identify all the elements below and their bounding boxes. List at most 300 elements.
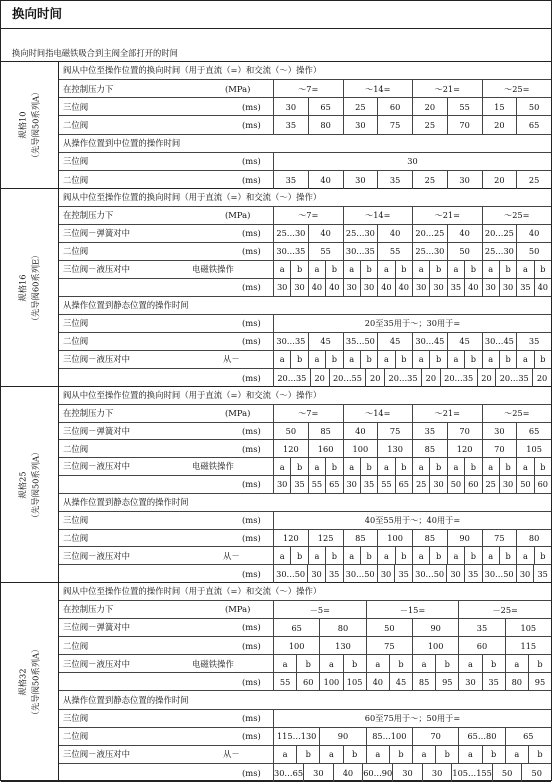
value-cell: 130: [319, 637, 365, 654]
table-row: [59, 171, 551, 189]
section-label-text: [17, 645, 43, 720]
value-cell: 40: [377, 225, 412, 242]
value-cell: 25: [516, 171, 551, 189]
value-cell: a: [482, 261, 499, 278]
row-values: [273, 261, 551, 278]
row-name: 三位阀－液压对中: [63, 354, 130, 365]
value-cell: 20: [412, 98, 447, 115]
value-cell: 80: [308, 116, 343, 133]
table-row: [59, 619, 551, 637]
row-values: [273, 619, 551, 636]
value-cell: b: [429, 261, 446, 278]
value-cell: 75: [482, 530, 517, 547]
value-cell: 35: [273, 116, 308, 133]
value-cell: 30: [499, 279, 516, 296]
value-cell: 20…35: [495, 369, 532, 387]
value-cell: 20…35: [440, 369, 477, 387]
value-cell: 60: [458, 637, 504, 654]
table-row: [59, 225, 551, 243]
table-row: [59, 243, 551, 261]
value-cell: a: [516, 547, 533, 564]
row-unit: (ms): [242, 443, 261, 454]
value-cell: a: [505, 746, 528, 763]
value-cell: 35…50: [343, 333, 378, 350]
value-cell: ～25=: [482, 405, 552, 422]
table-row: [59, 333, 551, 351]
value-cell: a: [412, 261, 429, 278]
table-row: [59, 405, 551, 423]
value-cell: 30: [360, 279, 377, 296]
table-row: [59, 565, 551, 583]
row-values: [273, 476, 551, 493]
row-name: 三位阀－弹簧对中: [63, 425, 130, 436]
table-row: [59, 583, 551, 601]
value-cell: b: [534, 547, 551, 564]
value-cell: a: [412, 351, 429, 368]
value-cell: b: [499, 458, 516, 475]
value-cell: b: [360, 547, 377, 564]
row-name: 三位阀－液压对中: [63, 264, 130, 275]
value-cell: 40: [464, 279, 481, 296]
table-row: [59, 710, 551, 728]
value-cell: ～21=: [412, 80, 482, 97]
value-cell: a: [412, 458, 429, 475]
table-row: [59, 494, 551, 512]
value-cell: 45: [389, 673, 412, 690]
value-cell: 30…65: [273, 764, 303, 782]
row-values: [273, 80, 551, 97]
value-cell: b: [343, 746, 366, 763]
value-cell: a: [482, 458, 499, 475]
value-cell: 30: [307, 565, 325, 583]
value-cell: 30: [343, 116, 378, 133]
row-name: 三位阀: [63, 712, 89, 723]
section-label-text: [17, 447, 43, 522]
table-row: [59, 601, 551, 619]
value-cell: 20: [532, 369, 551, 387]
value-cell: b: [325, 351, 342, 368]
table-row: [59, 153, 551, 171]
label-line: （先导阀50系列A）: [30, 644, 41, 720]
table-row: [59, 315, 551, 333]
value-cell: 40: [366, 673, 389, 690]
row-name: 在控制压力下: [63, 210, 114, 221]
section-label: [1, 387, 59, 582]
label-line: （先导阀50系列A）: [30, 447, 41, 522]
value-cell: ～14=: [343, 80, 413, 97]
value-cell: b: [395, 547, 412, 564]
value-cell: b: [389, 746, 412, 763]
value-cell: 60: [464, 476, 481, 493]
value-cell: 30…35: [343, 243, 378, 260]
value-cell: 45: [447, 333, 482, 350]
value-cell: 40: [333, 764, 363, 782]
value-cell: 35: [482, 673, 505, 690]
value-cell: b: [464, 351, 481, 368]
value-cell: 50: [516, 98, 551, 115]
value-cell: 30: [499, 476, 516, 493]
row-unit: (ms): [242, 101, 261, 112]
row-unit: (MPa): [225, 210, 251, 221]
value-cell: 40至55用于～；40用于=: [273, 512, 551, 529]
value-cell: 105: [343, 673, 366, 690]
value-cell: 55: [377, 476, 394, 493]
value-cell: b: [325, 458, 342, 475]
value-cell: 20…25: [482, 225, 517, 242]
value-cell: 55: [308, 476, 325, 493]
row-values: [273, 601, 551, 618]
row-values: [273, 746, 551, 763]
value-cell: a: [482, 351, 499, 368]
row-name: 三位阀: [63, 156, 89, 167]
value-cell: 30: [429, 476, 446, 493]
row-name: 三位阀－弹簧对中: [63, 622, 130, 633]
row-unit: (ms): [242, 336, 261, 347]
value-cell: 30…50: [273, 565, 307, 583]
value-cell: 35: [377, 171, 412, 189]
value-cell: 35: [458, 619, 504, 636]
value-cell: 30…50: [343, 565, 377, 583]
row-values: [273, 512, 551, 529]
row-values: [273, 764, 551, 782]
value-cell: a: [273, 746, 296, 763]
row-name: 在控制压力下: [63, 604, 114, 615]
row-unit: (ms): [242, 156, 261, 167]
value-cell: a: [412, 655, 435, 672]
value-cell: a: [319, 746, 342, 763]
value-cell: a: [505, 655, 528, 672]
row-values: [273, 547, 551, 564]
value-cell: 20: [365, 369, 384, 387]
table-row: [59, 207, 551, 225]
value-cell: 45: [377, 333, 412, 350]
row-unit: (ms): [242, 425, 261, 436]
value-cell: b: [534, 261, 551, 278]
value-cell: b: [534, 351, 551, 368]
value-cell: a: [343, 547, 360, 564]
value-cell: 30…45: [412, 333, 447, 350]
value-cell: 35: [447, 279, 464, 296]
value-cell: 25: [482, 476, 499, 493]
row-unit: (ms): [242, 174, 261, 185]
value-cell: 90: [319, 728, 365, 745]
value-cell: 30: [303, 764, 333, 782]
value-cell: 65: [308, 98, 343, 115]
value-cell: 50: [492, 764, 522, 782]
table-row: [59, 637, 551, 655]
value-cell: 160: [308, 440, 343, 457]
spec-section: [1, 387, 551, 583]
value-cell: b: [429, 547, 446, 564]
value-cell: b: [534, 458, 551, 475]
value-cell: 50: [447, 243, 482, 260]
value-cell: 55: [273, 673, 296, 690]
value-cell: 40: [377, 279, 394, 296]
value-cell: a: [343, 261, 360, 278]
value-cell: ～21=: [412, 405, 482, 422]
value-cell: 20至35用于～；30用于=: [273, 315, 551, 332]
value-cell: 30: [482, 279, 499, 296]
value-cell: b: [325, 261, 342, 278]
table-row: [59, 116, 551, 134]
value-cell: a: [447, 547, 464, 564]
value-cell: a: [273, 351, 290, 368]
section-rows: [59, 387, 551, 582]
value-cell: 60至75用于～；50用于=: [273, 710, 551, 727]
value-cell: 75: [377, 423, 412, 440]
value-cell: 40: [534, 279, 551, 296]
value-cell: a: [343, 351, 360, 368]
value-cell: b: [360, 351, 377, 368]
table-row: [59, 261, 551, 279]
row-name: 二位阀: [63, 246, 89, 257]
value-cell: 30: [458, 673, 481, 690]
row-unit: (ms): [242, 318, 261, 329]
value-cell: 100: [343, 440, 378, 457]
value-cell: b: [395, 261, 412, 278]
value-cell: 30: [273, 279, 290, 296]
row-name: 二位阀: [63, 336, 89, 347]
value-cell: a: [377, 458, 394, 475]
spec-section: [1, 583, 551, 782]
value-cell: 30…35: [273, 333, 308, 350]
table-row: [59, 746, 551, 764]
value-cell: ～7=: [273, 80, 343, 97]
row-values: [273, 153, 551, 170]
value-cell: 25…30: [412, 243, 447, 260]
value-cell: b: [389, 655, 412, 672]
value-cell: 95: [435, 673, 458, 690]
value-cell: ～14=: [343, 405, 413, 422]
value-cell: 40: [395, 279, 412, 296]
value-cell: 120: [447, 440, 482, 457]
value-cell: 35: [516, 333, 551, 350]
row-subname: 电磁铁操作: [192, 461, 234, 472]
value-cell: 30: [343, 171, 378, 189]
row-name: 三位阀－液压对中: [63, 749, 130, 760]
value-cell: 50: [521, 764, 551, 782]
value-cell: 120: [273, 440, 308, 457]
value-cell: 45: [308, 333, 343, 350]
value-cell: 80: [505, 673, 528, 690]
row-values: [273, 207, 551, 224]
value-cell: b: [482, 746, 505, 763]
value-cell: b: [499, 547, 516, 564]
value-cell: a: [516, 261, 533, 278]
value-cell: a: [516, 351, 533, 368]
value-cell: 55: [447, 98, 482, 115]
value-cell: a: [366, 746, 389, 763]
table-row: [59, 476, 551, 494]
value-cell: b: [528, 655, 551, 672]
value-cell: 65: [325, 476, 342, 493]
value-cell: a: [308, 351, 325, 368]
value-cell: 35: [412, 423, 447, 440]
intro-text: 换向时间指电磁铁吸合到主阀全部打开的时间: [1, 29, 551, 62]
value-cell: 85: [412, 440, 447, 457]
row-values: [273, 637, 551, 654]
row-unit: (ms): [242, 372, 261, 383]
value-cell: b: [290, 261, 307, 278]
value-cell: 65…80: [458, 728, 504, 745]
row-name: 在控制压力下: [63, 83, 114, 94]
value-cell: 85: [412, 673, 435, 690]
value-cell: 20: [482, 116, 517, 133]
value-cell: 30: [392, 764, 422, 782]
value-cell: 25…30: [343, 225, 378, 242]
value-cell: a: [482, 547, 499, 564]
value-cell: 90: [412, 619, 458, 636]
page-title: 换向时间: [1, 1, 551, 29]
value-cell: b: [464, 458, 481, 475]
value-cell: a: [447, 351, 464, 368]
value-cell: a: [273, 655, 296, 672]
row-values: [273, 728, 551, 745]
row-values: [273, 243, 551, 260]
value-cell: 85: [308, 423, 343, 440]
row-values: [273, 171, 551, 189]
row-name: 三位阀: [63, 318, 89, 329]
value-cell: a: [447, 261, 464, 278]
value-cell: a: [377, 351, 394, 368]
value-cell: 30: [429, 279, 446, 296]
value-cell: b: [499, 351, 516, 368]
value-cell: b: [360, 458, 377, 475]
value-cell: 50: [447, 476, 464, 493]
value-cell: 15: [482, 98, 517, 115]
row-values: [273, 440, 551, 457]
table-row: [59, 691, 551, 709]
row-subname: 电磁铁操作: [192, 264, 234, 275]
section-label: [1, 189, 59, 386]
value-cell: a: [516, 458, 533, 475]
row-unit: (ms): [242, 119, 261, 130]
value-cell: 35: [325, 565, 343, 583]
value-cell: b: [343, 655, 366, 672]
value-cell: b: [325, 547, 342, 564]
value-cell: 100: [273, 637, 319, 654]
value-cell: 100: [412, 637, 458, 654]
value-cell: b: [464, 547, 481, 564]
value-cell: b: [429, 458, 446, 475]
value-cell: 90: [447, 530, 482, 547]
value-cell: a: [377, 547, 394, 564]
value-cell: a: [273, 547, 290, 564]
value-cell: 50: [516, 476, 533, 493]
row-unit: (ms): [242, 568, 261, 579]
value-cell: 30…50: [482, 565, 516, 583]
row-unit: (MPa): [225, 408, 251, 419]
value-cell: ～14=: [343, 207, 413, 224]
value-cell: 20: [421, 369, 440, 387]
value-cell: 30: [516, 565, 534, 583]
row-unit: (MPa): [225, 83, 251, 94]
value-cell: 70: [412, 728, 458, 745]
section-rows: [59, 583, 551, 781]
value-cell: ～25=: [482, 207, 552, 224]
value-cell: a: [412, 547, 429, 564]
value-cell: －5=: [273, 601, 366, 618]
row-heading: 阀从中位至操作位置的换向时间（用于直流（=）和交流（～）操作）: [63, 65, 322, 76]
value-cell: 95: [528, 673, 551, 690]
table-row: [59, 80, 551, 98]
row-unit: (ms): [242, 767, 261, 778]
value-cell: 70: [482, 440, 517, 457]
row-heading: 从操作位置到静态位置的操作时间: [63, 694, 189, 705]
value-cell: b: [464, 261, 481, 278]
section-label: [1, 583, 59, 781]
value-cell: 115…130: [273, 728, 319, 745]
row-name: 二位阀: [63, 532, 89, 543]
section-rows: [59, 189, 551, 386]
value-cell: b: [435, 746, 458, 763]
row-name: 三位阀－弹簧对中: [63, 228, 130, 239]
value-cell: 35: [516, 279, 533, 296]
table-row: [59, 728, 551, 746]
row-values: [273, 279, 551, 296]
row-heading: 从操作位置到静态位置的操作时间: [63, 497, 189, 508]
table-row: [59, 98, 551, 116]
row-heading: 从操作位置到静态位置的操作时间: [63, 300, 189, 311]
value-cell: ～7=: [273, 207, 343, 224]
row-values: [273, 458, 551, 475]
label-line: （先导阀50系列A）: [30, 87, 41, 163]
section-rows: [59, 62, 551, 188]
value-cell: 50: [366, 619, 412, 636]
row-name: 三位阀－液压对中: [63, 550, 130, 561]
row-values: [273, 333, 551, 350]
value-cell: 65: [395, 476, 412, 493]
value-cell: 35: [290, 476, 307, 493]
row-unit: (ms): [242, 282, 261, 293]
table-row: [59, 440, 551, 458]
value-cell: 25: [412, 171, 447, 189]
row-subname: 从－: [223, 354, 240, 365]
value-cell: 30…35: [273, 243, 308, 260]
row-unit: (ms): [242, 228, 261, 239]
value-cell: a: [308, 458, 325, 475]
value-cell: 30…50: [412, 565, 446, 583]
section-label: [1, 62, 59, 188]
row-name: 二位阀: [63, 119, 89, 130]
row-values: [273, 351, 551, 368]
table-row: [59, 351, 551, 369]
value-cell: 55: [308, 243, 343, 260]
value-cell: 65: [273, 619, 319, 636]
value-cell: 20…35: [273, 369, 310, 387]
table-row: [59, 135, 551, 153]
row-unit: (ms): [242, 730, 261, 741]
table-row: [59, 189, 551, 207]
row-heading: 阀从中位至操作位置的换向时间（用于直流（=）和交流（～）操作）: [63, 390, 322, 401]
row-subname: 从－: [223, 749, 240, 760]
row-values: [273, 565, 551, 583]
value-cell: 30: [273, 476, 290, 493]
table-row: [59, 673, 551, 691]
value-cell: a: [343, 458, 360, 475]
row-values: [273, 225, 551, 242]
value-cell: 25…30: [482, 243, 517, 260]
value-cell: 30: [290, 279, 307, 296]
value-cell: 30: [273, 98, 308, 115]
row-heading: 阀从中位至操作位置的操作时间（用于直流（=）和交流（～）操作）: [63, 586, 322, 597]
value-cell: 35: [360, 476, 377, 493]
value-cell: 30: [482, 423, 517, 440]
row-unit: (ms): [242, 622, 261, 633]
value-cell: 60: [296, 673, 319, 690]
row-subname: 电磁铁操作: [192, 658, 234, 669]
row-heading: 从操作位置到中位置的操作时间: [63, 137, 181, 148]
